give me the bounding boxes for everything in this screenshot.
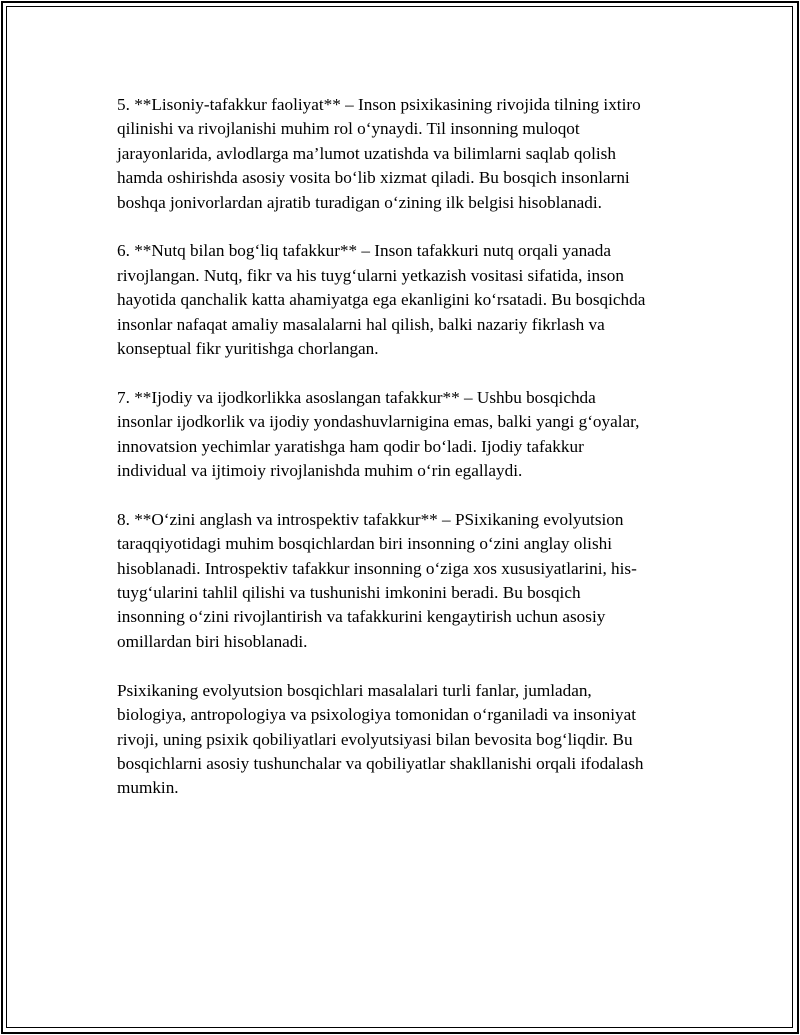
paragraph-item-6: 6. **Nutq bilan bog‘liq tafakkur** – Inson tafakkuri nutq orqali yanada rivojlangan. Nutq, fikr va his tuyg‘ularni yetkazish vositasi sifatida, inson hayotida qanchalik katta ahamiyatga ega ekanligini ko‘rsatadi. Bu bosqichda insonlar nafaqat amaliy masalalarni hal qilish, balki nazariy fikrlash va konseptual fikr yuritishga chorlangan.: [117, 241, 646, 359]
paragraph-summary: Psixikaning evolyutsion bosqichlari masalalari turli fanlar, jumladan, biologiya, antropologiya va psixologiya tomonidan o‘rganiladi va insoniyat rivoji, uning psixik qobiliyatlari evolyutsiyasi bilan bevosita bog‘liqdir. Bu bosqichlarni asosiy tushunchalar va qobiliyatlar shakllanishi orqali ifodalash mumkin.: [117, 680, 644, 798]
paragraph-item-8: 8. **O‘zini anglash va introspektiv tafakkur** – PSixikaning evolyutsion taraqqiyotidagi muhim bosqichlardan biri insonning o‘zini anglay olishi hisoblanadi. Introspektiv tafakkur insonning o‘ziga xos xususiyatlarini, his- tuyg‘ularini tahlil qilishi va tushunishi imkonini beradi. Bu bosqich insonning o‘zini rivojlantirish va tafakkurini kengaytirish uchun asosiy omillardan biri hisoblanadi.: [117, 509, 637, 651]
paragraph-item-5: 5. **Lisoniy-tafakkur faoliyat** – Inson psixikasining rivojida tilning ixtiro qilinishi va rivojlanishi muhim rol o‘ynaydi. Til insonning muloqot jarayonlarida, avlodlarga ma’lumot uzatishda va bilimlarni saqlab qolish hamda oshirishda asosiy vosita bo‘lib xizmat qiladi. Bu bosqich insonlarni boshqa jonivorlardan ajratib turadigan o‘zining ilk belgisi hisoblanadi.: [117, 95, 641, 212]
paragraph-item-7: 7. **Ijodiy va ijodkorlikka asoslangan tafakkur** – Ushbu bosqichda insonlar ijodkorlik va ijodiy yondashuvlarnigina emas, balki yangi g‘oyalar, innovatsion yechimlar yaratishga ham qodir bo‘ladi. Ijodiy tafakkur individual va ijtimoiy rivojlanishda muhim o‘rin egallaydi.: [117, 387, 640, 481]
document-body: [117, 93, 685, 825]
